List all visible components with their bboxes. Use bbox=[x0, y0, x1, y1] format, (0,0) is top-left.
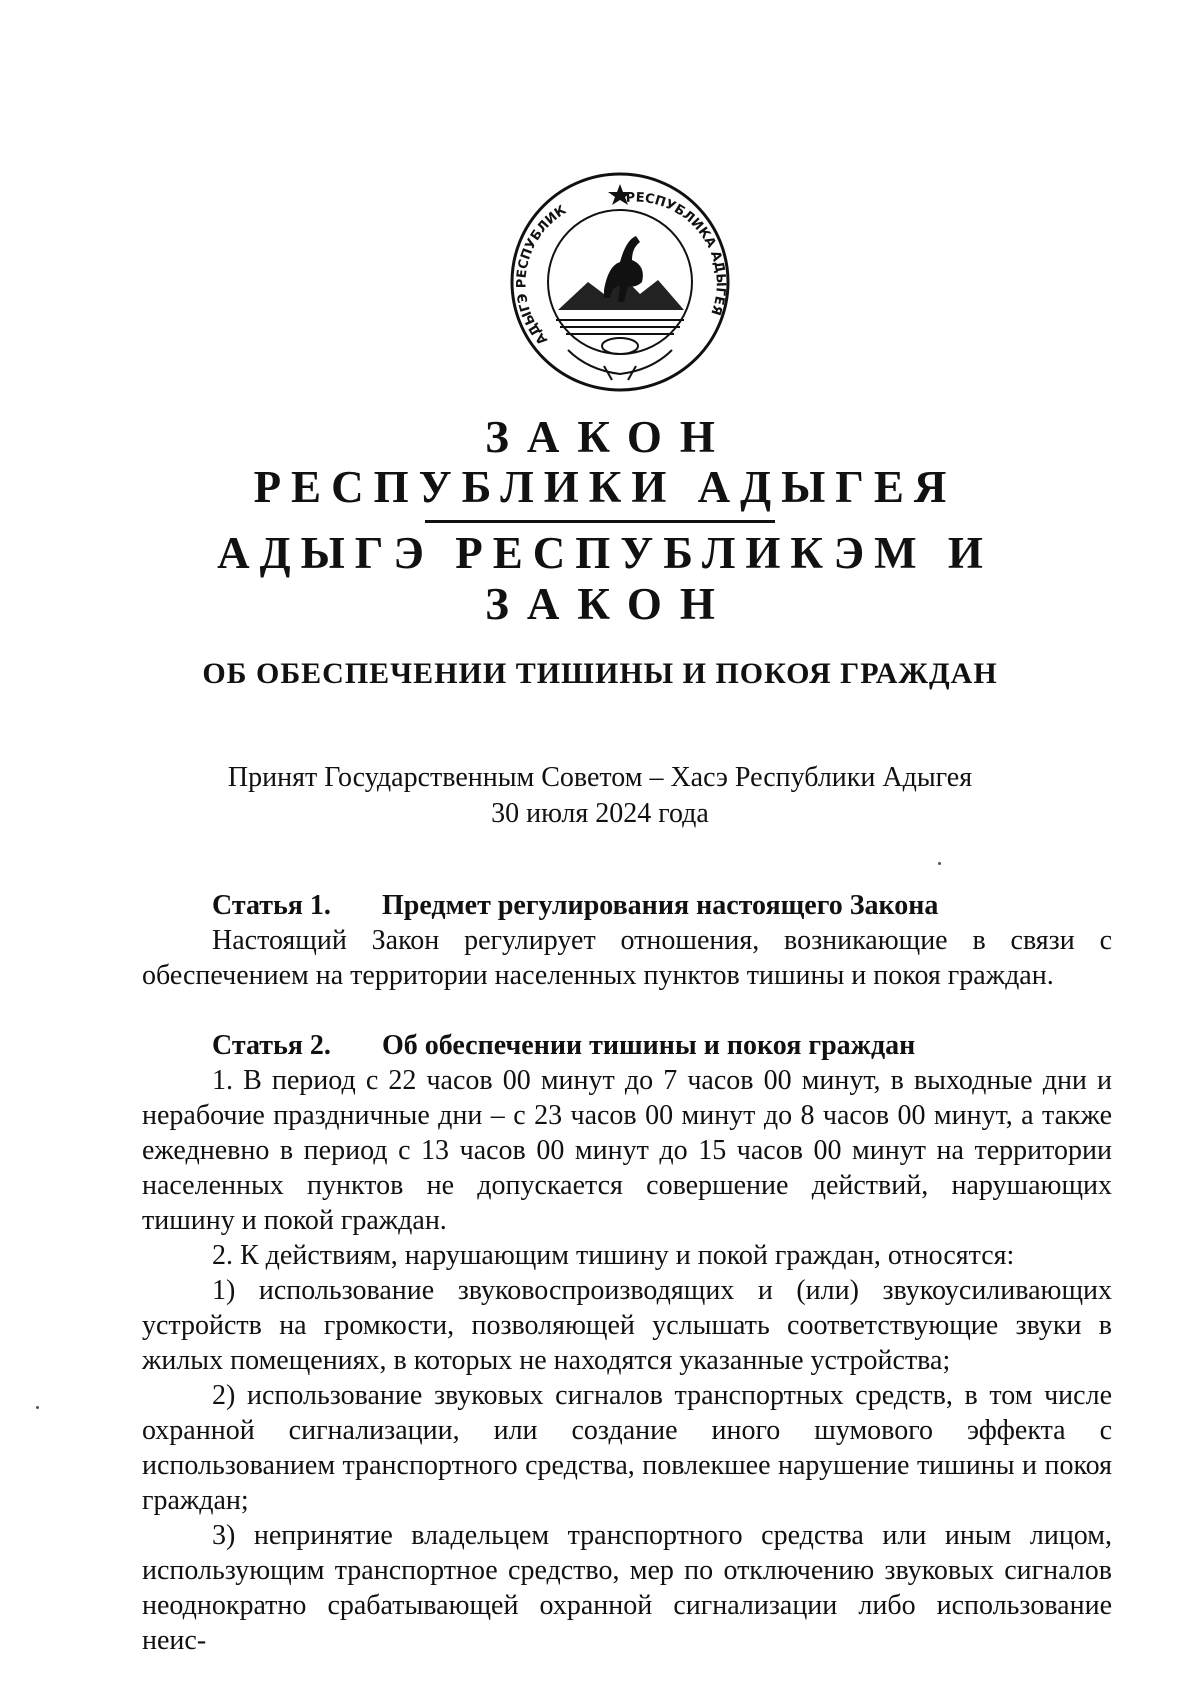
adoption-date: 30 июля 2024 года bbox=[491, 798, 709, 829]
scan-speck bbox=[36, 1406, 39, 1409]
article-paragraph: 1) использование звуковоспроизводящих и (или) звукоусиливающих устройств на громкости, позволяющей услышать соответствующие звуки в жилых помещениях, в которых не находятся указанные устройства; bbox=[142, 1275, 1112, 1376]
law-subject: ОБ ОБЕСПЕЧЕНИИ ТИШИНЫ И ПОКОЯ ГРАЖДАН bbox=[202, 657, 998, 690]
article-title: Предмет регулирования настоящего Закона bbox=[382, 890, 939, 921]
article-heading bbox=[142, 1028, 1112, 1063]
title-line-zakon: ЗАКОН bbox=[485, 412, 733, 462]
article-number: Статья 1. bbox=[212, 890, 331, 921]
title-line-adyghe: АДЫГЭ РЕСПУБЛИКЭМ И bbox=[217, 528, 993, 578]
article-paragraph: 2. К действиям, нарушающим тишину и покой граждан, относятся: bbox=[212, 1240, 1015, 1271]
adoption-info bbox=[0, 760, 1200, 832]
article-paragraph: 1. В период с 22 часов 00 минут до 7 часов 00 минут, в выходные дни и нерабочие праздничные дни – с 23 часов 00 минут до 8 часов 00 минут, а также ежедневно в период с 13 часов 00 минут до 15 часов 00 минут на территории населенных пунктов не допускается совершение действий, нарушающих тишину и покой граждан. bbox=[142, 1065, 1112, 1236]
title-divider bbox=[425, 520, 775, 523]
spacer bbox=[142, 993, 1112, 1028]
law-title-block bbox=[0, 412, 1200, 629]
title-line-republic: РЕСПУБЛИКИ АДЫГЕЯ bbox=[253, 462, 957, 512]
svg-text:АДЫГЭ РЕСПУБЛИК: АДЫГЭ РЕСПУБЛИК bbox=[514, 202, 570, 348]
scan-speck bbox=[938, 862, 941, 865]
adoption-body: Принят Государственным Советом – Хасэ Республики Адыгея bbox=[227, 762, 973, 793]
svg-text:РЕСПУБЛИКА АДЫГЕЯ: РЕСПУБЛИКА АДЫГЕЯ bbox=[625, 190, 728, 317]
article-number: Статья 2. bbox=[212, 1030, 331, 1061]
article-paragraph: Настоящий Закон регулирует отношения, возникающие в связи с обеспечением на территории населенных пунктов тишины и покоя граждан. bbox=[142, 925, 1112, 991]
title-line-zakon-adyghe: ЗАКОН bbox=[485, 579, 733, 629]
article-paragraph: 2) использование звуковых сигналов транспортных средств, в том числе охранной сигнализации, или создание иного шумового эффекта с использованием транспортного средства, повлекшее нарушение тишины и покоя граждан; bbox=[142, 1380, 1112, 1516]
law-body bbox=[142, 888, 1112, 1658]
article-title: Об обеспечении тишины и покоя граждан bbox=[382, 1030, 916, 1061]
article-paragraph: 3) непринятие владельцем транспортного средства или иным лицом, использующим транспортное средство, мер по отключению звуковых сигналов неоднократно срабатывающей охранной сигнализации либо использование неис- bbox=[142, 1520, 1112, 1656]
article-heading bbox=[142, 888, 1112, 923]
adygea-coat-of-arms-icon bbox=[508, 170, 733, 395]
